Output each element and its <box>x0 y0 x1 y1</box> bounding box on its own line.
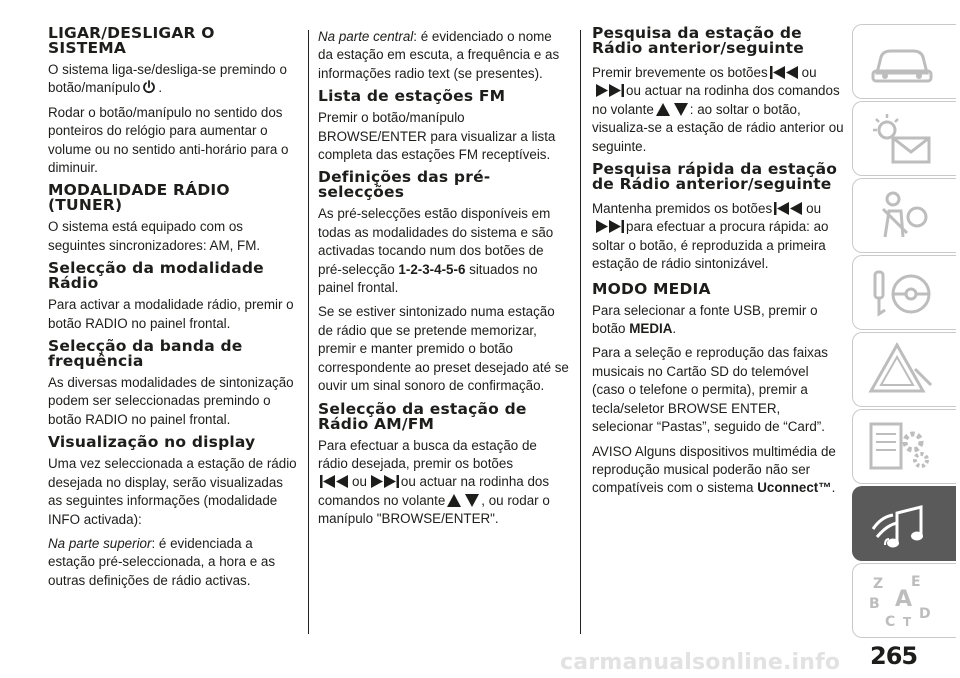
heading-pesquisa-rapida: Pesquisa rápida da estação de Rádio anterior/seguinte <box>592 160 838 194</box>
watermark: carmanualsonline.info <box>560 650 841 675</box>
text: ou <box>806 201 822 217</box>
text: ou actuar na rodinha dos comandos no volante <box>318 474 550 508</box>
seek-forward-icon <box>594 84 624 97</box>
svg-text:D: D <box>919 606 931 622</box>
tab-maintenance[interactable] <box>852 409 956 484</box>
paragraph: Premir o botão/manípulo BROWSE/ENTER para visualizar a lista completa das estações FM receptíveis. <box>318 110 556 163</box>
tab-emergency[interactable] <box>852 332 956 407</box>
text: O sistema liga-se/desliga-se premindo o botão/manípulo <box>48 62 287 96</box>
warning-lights-icon <box>867 110 937 168</box>
tab-car[interactable] <box>852 24 956 99</box>
heading-modalidade-radio: MODALIDADE RÁDIO (TUNER) <box>48 181 230 215</box>
paragraph <box>318 205 570 297</box>
seatbelt-airbag-icon <box>867 187 937 245</box>
heading-definicoes: Definições das pré-selecções <box>318 168 491 202</box>
tab-index[interactable] <box>852 563 956 638</box>
chapter-tabs <box>852 24 960 644</box>
paragraph <box>48 61 298 98</box>
label-italic: Na parte superior <box>48 535 152 551</box>
text: As pré-selecções estão disponíveis em todas as modalidades do sistema e são activadas tocando num dos botões de pré-selecção <box>318 206 554 277</box>
text: , ou rodar o manípulo "BROWSE/ENTER". <box>318 492 550 527</box>
text: : ao soltar o botão, visualiza-se a estação de rádio anterior ou seguinte. <box>592 101 844 154</box>
text: Premir brevemente os botões <box>592 65 768 80</box>
media-button-label: MEDIA <box>629 321 673 337</box>
heading-seleccao-modalidade: Selecção da modalidade Rádio <box>48 259 264 293</box>
paragraph: O sistema está equipado com os seguintes sincronizadores: AM, FM. <box>48 219 261 253</box>
heading-ligar-desligar: LIGAR/DESLIGAR O SISTEMA <box>48 24 215 57</box>
svg-text:Z: Z <box>873 576 884 592</box>
svg-text:A: A <box>895 587 913 612</box>
column-divider <box>308 30 309 634</box>
paragraph <box>318 437 570 529</box>
heading-seleccao-estacao: Selecção da estação de Rádio AM/FM <box>318 399 527 433</box>
maintenance-gears-icon <box>867 418 937 476</box>
text: . <box>831 480 836 496</box>
multimedia-music-icon <box>867 495 937 553</box>
column-3 <box>592 22 844 504</box>
paragraph: Uma vez seleccionada a estação de rádio desejada no display, serão visualizadas as seguintes informações (modalidade INFO activada): <box>48 456 297 527</box>
tab-seatbelt-airbag[interactable] <box>852 178 956 253</box>
paragraph: Rodar o botão/manípulo no sentido dos ponteiros do relógio para aumentar o volume ou no sentido anti-horário para o diminuir. <box>48 104 289 176</box>
index-letters-icon <box>867 572 937 630</box>
column-1 <box>48 22 298 596</box>
up-down-arrows-icon <box>447 494 479 507</box>
paragraph <box>318 28 570 83</box>
text: Mantenha premidos os botões <box>592 201 773 217</box>
brand-uconnect: Uconnect™ <box>757 480 832 496</box>
svg-text:B: B <box>869 596 880 612</box>
paragraph <box>592 443 844 498</box>
heading-modo-media: MODO MEDIA <box>592 279 711 298</box>
tab-multimedia[interactable] <box>852 486 956 561</box>
svg-text:T: T <box>903 615 912 629</box>
tab-warning-lights[interactable] <box>852 101 956 176</box>
svg-text:E: E <box>911 574 921 590</box>
paragraph <box>592 200 844 274</box>
text: situados no painel frontal. <box>318 261 538 296</box>
seek-back-icon <box>770 66 800 79</box>
paragraph: As diversas modalidades de sintonização podem ser seleccionadas premindo o botão RADIO no painel frontal. <box>48 375 294 427</box>
text: AVISO Alguns dispositivos multimédia de reprodução musical poderão não ser compatíveis com o sistema <box>592 443 836 496</box>
seek-back-icon <box>774 202 804 215</box>
text: ou <box>801 65 817 80</box>
seek-back-icon <box>320 475 350 488</box>
heading-seleccao-banda: Selecção da banda de frequência <box>48 337 243 371</box>
warning-triangle-icon <box>867 341 937 399</box>
tab-steering-wheel[interactable] <box>852 255 956 330</box>
label-italic: Na parte central <box>318 29 414 44</box>
seek-forward-icon <box>369 475 399 488</box>
preset-numbers: 1-2-3-4-5-6 <box>398 261 466 277</box>
text: . <box>672 321 677 337</box>
column-divider <box>580 30 581 634</box>
paragraph: Para activar a modalidade rádio, premir o botão RADIO no painel frontal. <box>48 297 294 331</box>
seek-forward-icon <box>594 220 624 233</box>
car-icon <box>867 33 937 91</box>
text: : é evidenciado o nome da estação em escuta, a frequência e as informações radio text (se presentes). <box>318 29 560 81</box>
text: : é evidenciada a estação pré-seleccionada, a hora e as outras definições de rádio activas. <box>48 535 276 588</box>
text: Para selecionar a fonte USB, premir o botão <box>592 302 818 337</box>
text: ou <box>352 474 367 490</box>
text: para efectuar a procura rápida: ao soltar o botão, é reproduzida a primeira estação de rádio sintonizável. <box>592 219 829 272</box>
heading-lista-estacoes: Lista de estações FM <box>318 87 506 106</box>
paragraph <box>48 535 298 590</box>
heading-visualizacao-display: Visualização no display <box>48 433 256 452</box>
heading-pesquisa-estacao: Pesquisa da estação de Rádio anterior/seguinte <box>592 24 804 57</box>
paragraph <box>592 302 844 339</box>
column-2 <box>318 22 570 535</box>
text: Para efectuar a busca da estação de rádio desejada, premir os botões <box>318 437 537 471</box>
power-icon <box>142 80 156 94</box>
paragraph <box>592 64 844 156</box>
text: . <box>158 80 163 96</box>
steering-wheel-icon <box>867 264 937 322</box>
text: ou actuar na rodinha dos comandos no volante <box>592 83 840 117</box>
svg-text:C: C <box>885 614 896 630</box>
page-number: 265 <box>870 642 918 670</box>
up-down-arrows-icon <box>656 103 688 116</box>
paragraph: Se se estiver sintonizado numa estação de rádio que se pretende memorizar, premir e manter premido o botão correspondente ao preset desejado até se ouvir um sinal sonoro de confirmação. <box>318 304 569 394</box>
paragraph: Para a seleção e reprodução das faixas musicais no Cartão SD do telemóvel (caso o telefone o permita), premir a tecla/seletor BROWSE ENTER, selecionar “Pastas”, seguido de “Card”. <box>592 345 828 435</box>
